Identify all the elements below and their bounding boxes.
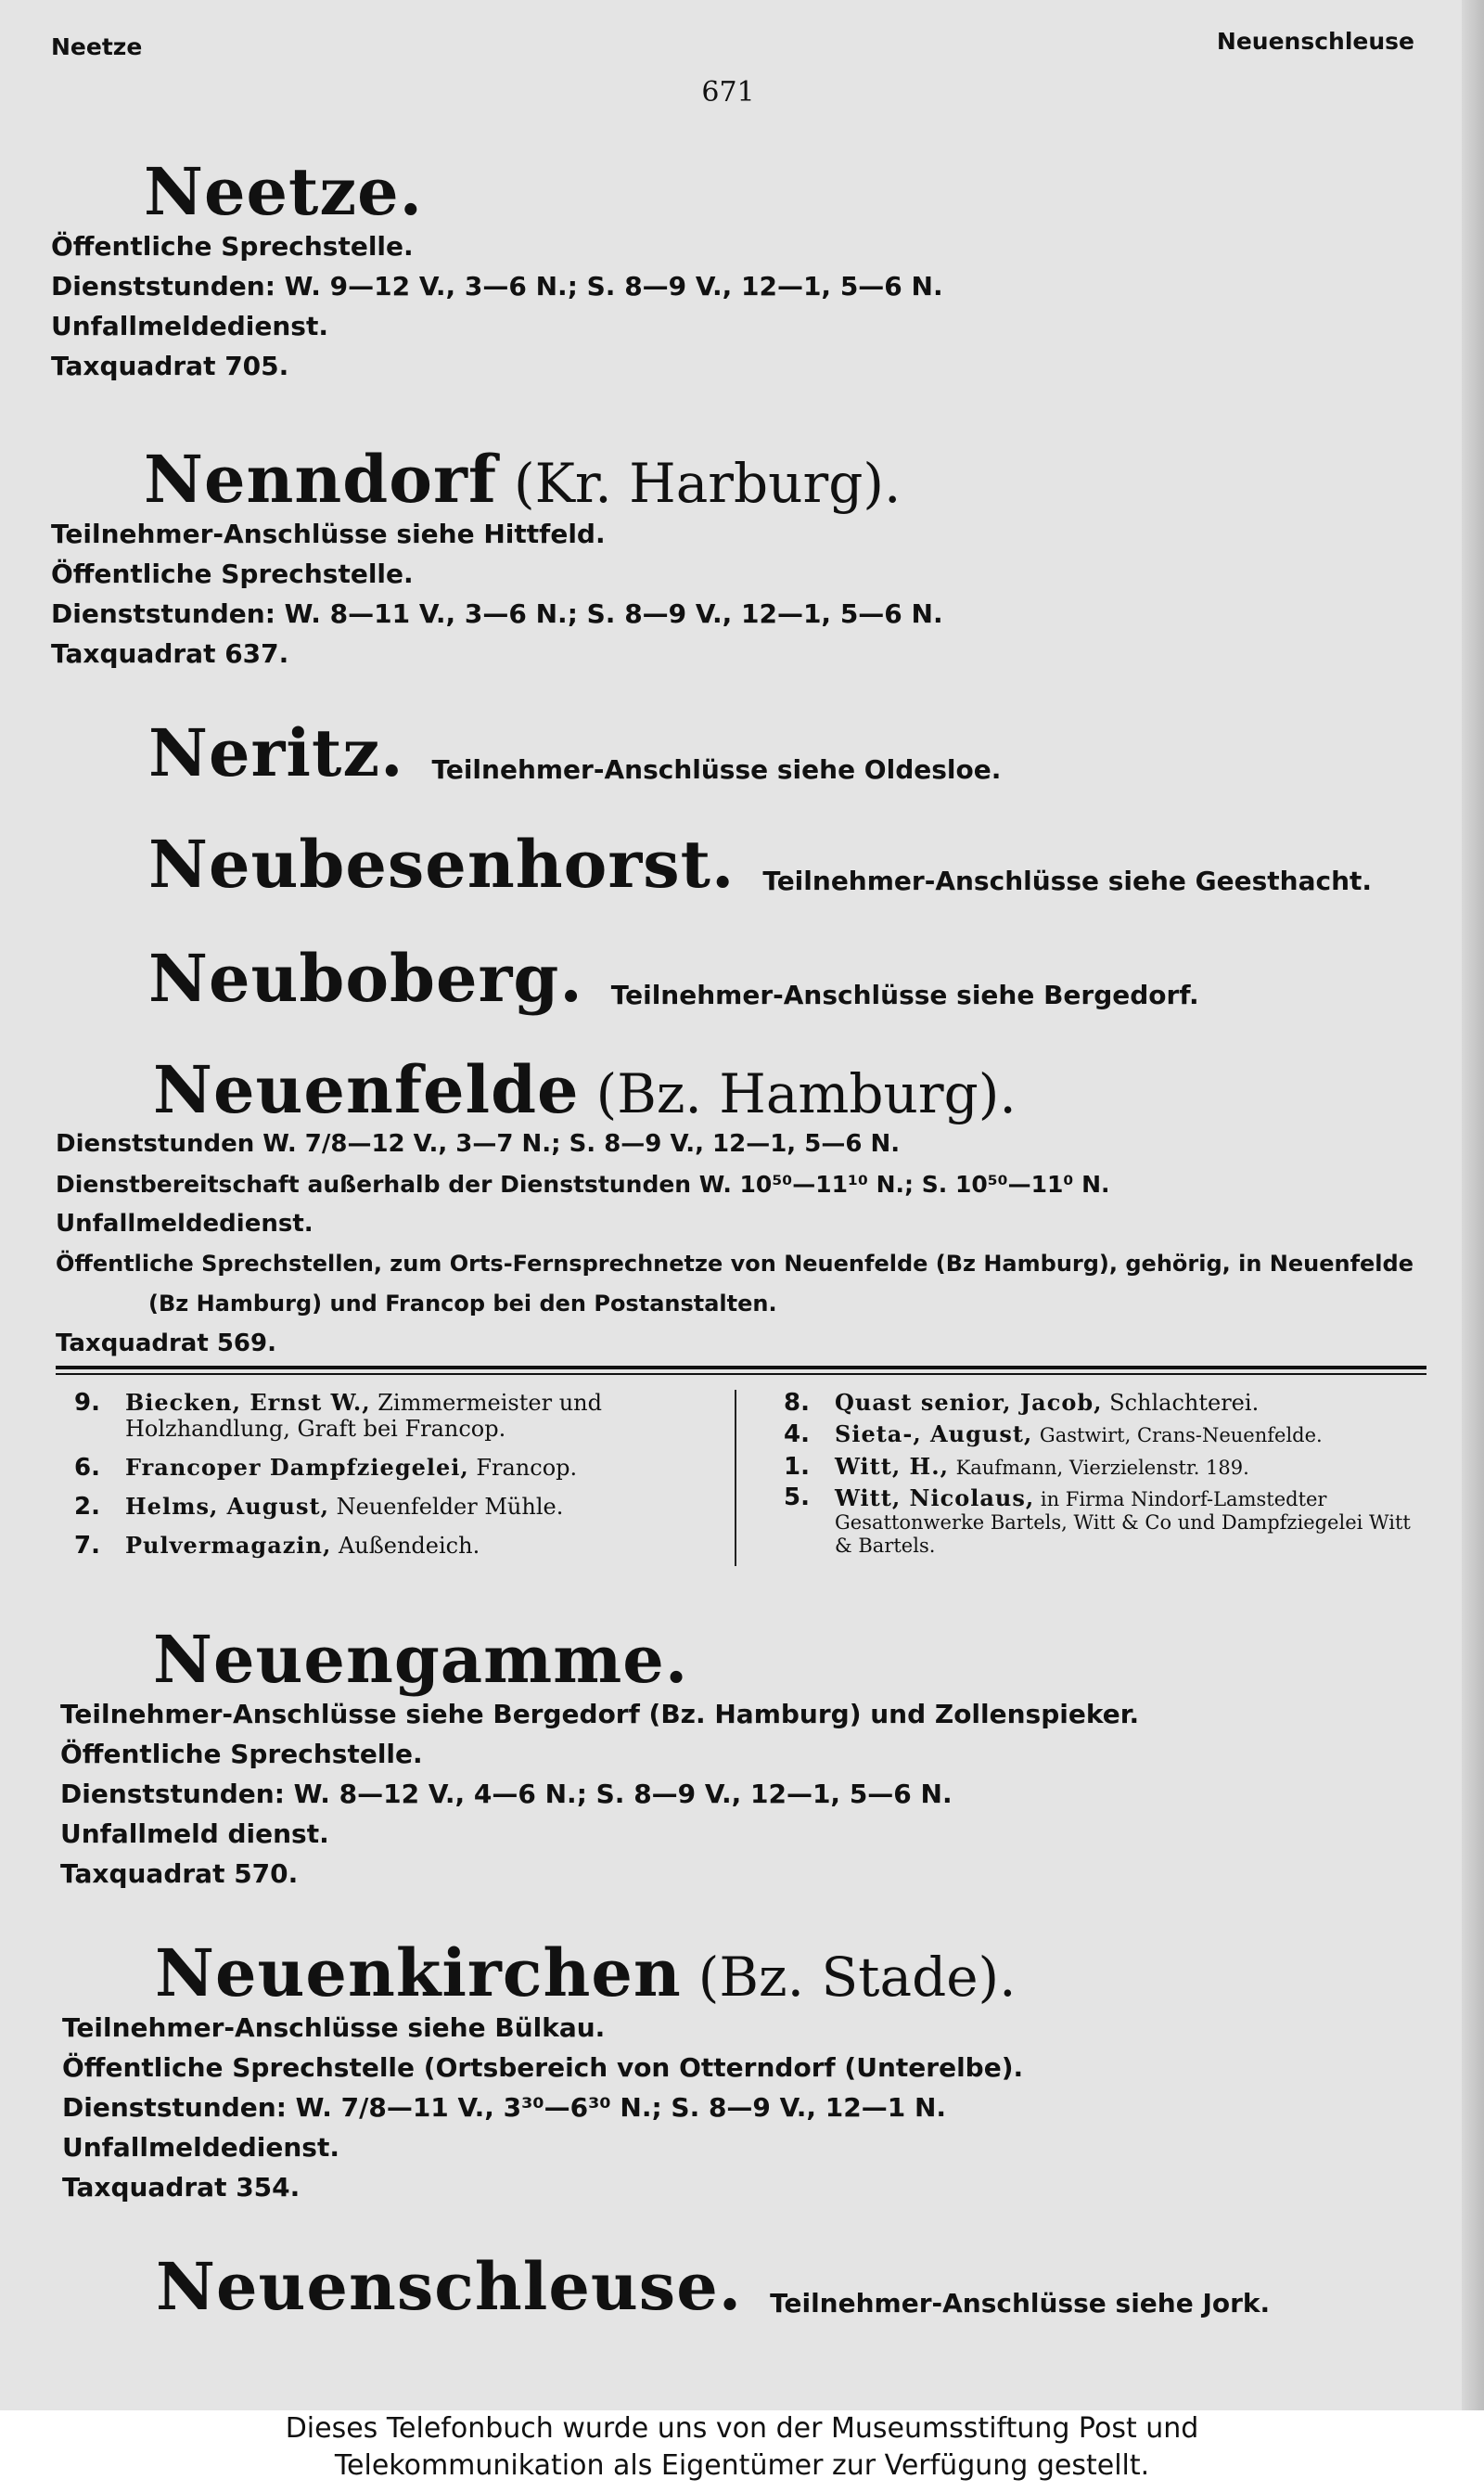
cross-reference: Teilnehmer-Anschlüsse siehe Bergedorf.: [610, 979, 1199, 1010]
subscriber-number: 6.: [74, 1454, 100, 1482]
place-name: Neetze.: [144, 153, 424, 230]
subscriber-name: Biecken, Ernst W.,: [125, 1389, 371, 1416]
subscriber-entry: [784, 1421, 1433, 1448]
entry-neuenfelde: [56, 1051, 1447, 1364]
subscriber-number: 7.: [74, 1532, 100, 1560]
subscriber-number: 2.: [74, 1493, 100, 1521]
entry-heading: [51, 940, 1442, 1017]
footer-line-1: Dieses Telefonbuch wurde uns von der Museumsstiftung Post und: [285, 2412, 1199, 2445]
footer-credit: [0, 2410, 1484, 2492]
subscriber-desc: Außendeich.: [338, 1533, 480, 1559]
place-name: Neuboberg.: [148, 940, 583, 1017]
subscriber-entry: [74, 1455, 723, 1481]
entry-line: Dienststunden: W. 7/8—11 V., 3³⁰—6³⁰ N.; S. 8—9 V., 12—1 N.: [62, 2091, 947, 2123]
cross-reference: Teilnehmer-Anschlüsse siehe Oldesloe.: [431, 753, 1002, 785]
place-qualifier: (Bz. Stade).: [697, 1946, 1017, 2009]
subscriber-desc: Zimmermeister und Holzhandlung, Graft bei Francop.: [125, 1390, 602, 1442]
entry-heading: [51, 441, 1442, 518]
entry-neuengamme: [60, 1621, 1452, 1894]
subscriber-desc: in Firma Nindorf-Lamstedter Gesattonwerke Bartels, Witt & Co und Dampfziegelei Witt & Bartels.: [835, 1488, 1411, 1557]
entry-line: (Bz Hamburg) und Francop bei den Postanstalten.: [148, 1290, 777, 1317]
place-name: Neuengamme.: [153, 1621, 689, 1698]
subscriber-name: Quast senior, Jacob,: [835, 1389, 1103, 1416]
subscriber-entry: [784, 1486, 1433, 1558]
entry-line: Öffentliche Sprechstelle (Ortsbereich von Otterndorf (Unterelbe).: [62, 2051, 1024, 2083]
subscriber-entry: [784, 1390, 1433, 1416]
place-name: Nenndorf: [144, 441, 497, 518]
entry-line: Unfallmeld dienst.: [60, 1818, 329, 1849]
entry-heading: [60, 1621, 1452, 1698]
subscriber-desc: Francop.: [476, 1455, 578, 1481]
place-qualifier: (Kr. Harburg).: [513, 452, 902, 515]
entry-neuenschleuse: [60, 2248, 1452, 2325]
column-divider: [735, 1390, 736, 1566]
entry-line: Taxquadrat 569.: [56, 1329, 276, 1357]
entry-line: Öffentliche Sprechstelle.: [60, 1738, 423, 1769]
entry-neuenkirchen: [62, 1934, 1453, 2207]
subscriber-number: 4.: [784, 1420, 810, 1448]
subscriber-name: Witt, H.,: [835, 1453, 949, 1480]
entry-line: Dienstbereitschaft außerhalb der Dienststunden W. 10⁵⁰—11¹⁰ N.; S. 10⁵⁰—11⁰ N.: [56, 1170, 1110, 1198]
page-number: 671: [701, 76, 755, 109]
entry-line: Teilnehmer-Anschlüsse siehe Hittfeld.: [51, 518, 606, 549]
entry-heading: [51, 153, 1442, 230]
entry-line: Dienststunden: W. 8—12 V., 4—6 N.; S. 8—9 V., 12—1, 5—6 N.: [60, 1778, 953, 1809]
place-name: Neuenschleuse.: [156, 2248, 743, 2325]
entry-line: Teilnehmer-Anschlüsse siehe Bergedorf (Bz. Hamburg) und Zollenspieker.: [60, 1698, 1140, 1729]
entry-line: Taxquadrat 705.: [51, 350, 289, 381]
header-left: Neetze: [51, 33, 143, 60]
place-name: Neuenkirchen: [155, 1934, 682, 2011]
entry-nenndorf: [51, 441, 1442, 674]
subscriber-column-right: [784, 1390, 1433, 1571]
entry-neuboberg: [51, 940, 1442, 1017]
entry-line: Dienststunden: W. 8—11 V., 3—6 N.; S. 8—9 V., 12—1, 5—6 N.: [51, 597, 943, 629]
entry-heading: [51, 714, 1442, 791]
subscriber-name: Helms, August,: [125, 1493, 329, 1520]
subscriber-name: Witt, Nicolaus,: [835, 1484, 1035, 1511]
entry-line: Taxquadrat 354.: [62, 2171, 301, 2203]
subscriber-number: 8.: [784, 1389, 810, 1417]
section-rule-thin: [56, 1373, 1426, 1375]
subscriber-column-left: [74, 1390, 723, 1572]
section-rule: [56, 1366, 1426, 1369]
subscriber-entry: [74, 1533, 723, 1559]
place-name: Neuenfelde: [153, 1051, 580, 1128]
subscriber-list: [74, 1390, 1428, 1575]
entry-heading: [62, 1934, 1453, 2011]
place-name: Neritz.: [148, 714, 404, 791]
entry-neetze: [51, 153, 1442, 386]
place-qualifier: (Bz. Hamburg).: [595, 1062, 1017, 1125]
subscriber-number: 5.: [784, 1484, 810, 1511]
subscriber-desc: Kaufmann, Vierzielenstr. 189.: [955, 1457, 1249, 1479]
cross-reference: Teilnehmer-Anschlüsse siehe Geesthacht.: [762, 865, 1373, 896]
entry-line: Unfallmeldedienst.: [62, 2131, 339, 2163]
subscriber-name: Francoper Dampfziegelei,: [125, 1454, 469, 1481]
subscriber-name: Sieta-, August,: [835, 1420, 1033, 1447]
entry-heading: [56, 1051, 1447, 1128]
running-header: [51, 28, 1414, 65]
subscriber-number: 1.: [784, 1453, 810, 1481]
entry-line: Taxquadrat 570.: [60, 1857, 299, 1889]
subscriber-name: Pulvermagazin,: [125, 1532, 332, 1559]
subscriber-entry: [74, 1494, 723, 1520]
entry-line: Taxquadrat 637.: [51, 637, 289, 669]
subscriber-entry: [74, 1390, 723, 1442]
subscriber-desc: Gastwirt, Crans-Neuenfelde.: [1039, 1424, 1323, 1446]
entry-line: Unfallmeldedienst.: [51, 310, 328, 341]
entry-line: Öffentliche Sprechstelle.: [51, 558, 414, 589]
place-name: Neubesenhorst.: [148, 826, 736, 903]
entry-line: Dienststunden W. 7/8—12 V., 3—7 N.; S. 8—9 V., 12—1, 5—6 N.: [56, 1129, 901, 1158]
footer-line-2: Telekommunikation als Eigentümer zur Verfügung gestellt.: [334, 2449, 1150, 2482]
subscriber-entry: [784, 1454, 1433, 1481]
entry-line: Teilnehmer-Anschlüsse siehe Bülkau.: [62, 2011, 606, 2043]
subscriber-desc: Neuenfelder Mühle.: [336, 1494, 564, 1520]
entry-heading: [51, 826, 1442, 903]
entry-line: Unfallmeldedienst.: [56, 1209, 313, 1238]
header-right: Neuenschleuse: [1216, 28, 1414, 55]
entry-line: Öffentliche Sprechstellen, zum Orts-Fernsprechnetze von Neuenfelde (Bz Hamburg), gehörig, in Neuenfelde: [56, 1250, 1414, 1277]
entry-line: Öffentliche Sprechstelle.: [51, 230, 414, 262]
subscriber-desc: Schlachterei.: [1109, 1390, 1260, 1416]
page-edge: [1462, 0, 1484, 2410]
subscriber-number: 9.: [74, 1389, 100, 1417]
entry-neubesenhorst: [51, 826, 1442, 903]
cross-reference: Teilnehmer-Anschlüsse siehe Jork.: [770, 2287, 1271, 2319]
entry-line: Dienststunden: W. 9—12 V., 3—6 N.; S. 8—9 V., 12—1, 5—6 N.: [51, 270, 943, 302]
entry-heading: [60, 2248, 1452, 2325]
entry-neritz: [51, 714, 1442, 791]
